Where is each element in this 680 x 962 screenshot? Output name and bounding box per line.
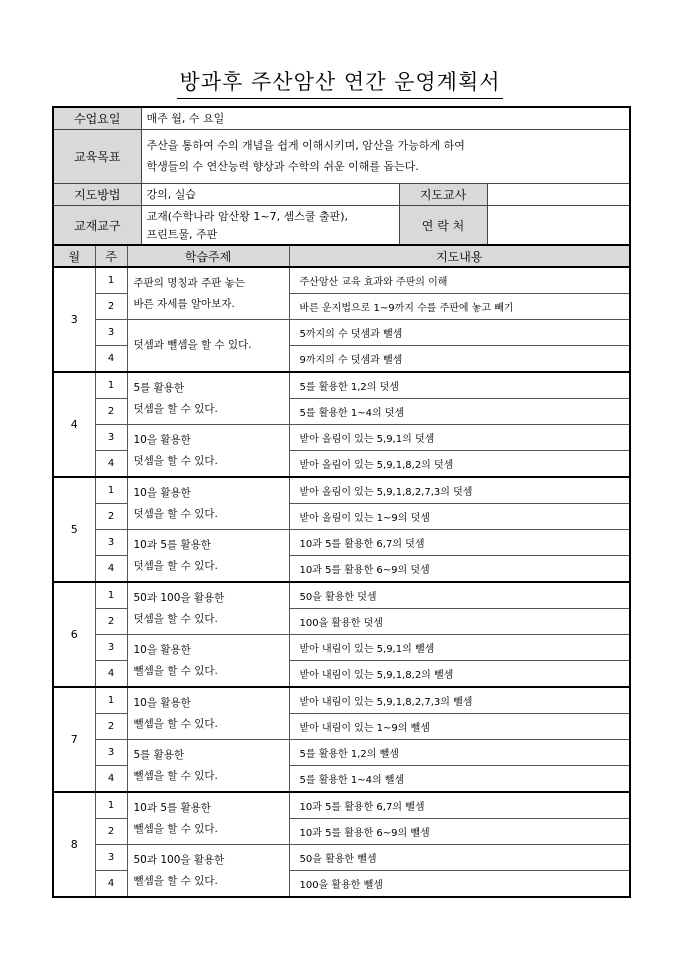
content-cell: 100을 활용한 덧셈 [289, 609, 630, 635]
topic-line-2: 뺄셈을 할 수 있다. [133, 769, 218, 782]
plan-table-body [53, 245, 630, 897]
week-cell: 2 [95, 294, 127, 320]
week-cell: 4 [95, 661, 127, 688]
month-cell: 6 [53, 582, 95, 687]
material-line-2: 프린트물, 주판 [146, 227, 218, 241]
week-cell: 3 [95, 845, 127, 871]
topic-cell [127, 477, 289, 530]
info-table [52, 106, 631, 248]
content-cell: 받아 올림이 있는 5,9,1,8,2의 덧셈 [289, 451, 630, 478]
info-row-day [53, 107, 630, 129]
plan-row [53, 320, 630, 346]
plan-row [53, 425, 630, 451]
week-cell: 4 [95, 871, 127, 898]
header-content: 지도내용 [289, 245, 630, 267]
topic-line-1: 덧셈과 뺄셈을 할 수 있다. [133, 339, 252, 351]
topic-cell [127, 320, 289, 373]
content-cell: 5를 활용한 1~4의 뺄셈 [289, 766, 630, 793]
document-title: 방과후 주산암산 연간 운영계획서 [177, 66, 502, 99]
method-label: 지도방법 [53, 183, 141, 205]
goal-line-1: 주산을 통하여 수의 개념을 쉽게 이해시키며, 암산을 가능하게 하여 [146, 139, 465, 152]
month-cell: 8 [53, 792, 95, 897]
week-cell: 3 [95, 320, 127, 346]
week-cell: 4 [95, 451, 127, 478]
topic-cell [127, 740, 289, 793]
month-cell: 4 [53, 372, 95, 477]
topic-line-1: 주판의 명칭과 주판 놓는 [133, 276, 245, 289]
content-cell: 받아 올림이 있는 1~9의 덧셈 [289, 504, 630, 530]
topic-cell [127, 635, 289, 688]
plan-row [53, 477, 630, 504]
teacher-value [487, 183, 630, 205]
topic-cell [127, 530, 289, 583]
content-cell: 받아 올림이 있는 5,9,1의 덧셈 [289, 425, 630, 451]
topic-line-2: 뺄셈을 할 수 있다. [133, 822, 218, 835]
info-row-goal [53, 129, 630, 183]
week-cell: 4 [95, 556, 127, 583]
week-cell: 1 [95, 792, 127, 819]
document-title-wrap [0, 66, 680, 99]
plan-row [53, 530, 630, 556]
plan-row [53, 372, 630, 399]
topic-line-1: 10을 활용한 [133, 486, 191, 499]
content-cell: 5까지의 수 덧셈과 뺄셈 [289, 320, 630, 346]
goal-label: 교육목표 [53, 129, 141, 183]
topic-line-1: 5를 활용한 [133, 381, 185, 394]
topic-line-1: 10과 5를 활용한 [133, 801, 211, 814]
topic-cell [127, 845, 289, 898]
content-cell: 주산암산 교육 효과와 주판의 이해 [289, 267, 630, 294]
topic-cell [127, 267, 289, 320]
topic-line-2: 덧셈을 할 수 있다. [133, 402, 218, 415]
week-cell: 2 [95, 399, 127, 425]
material-line-1: 교재(수학나라 암산왕 1~7, 셈스쿨 출판), [146, 209, 349, 223]
content-cell: 10과 5를 활용한 6~9의 덧셈 [289, 556, 630, 583]
content-cell: 5를 활용한 1,2의 덧셈 [289, 372, 630, 399]
week-cell: 1 [95, 372, 127, 399]
plan-row [53, 582, 630, 609]
teacher-label: 지도교사 [399, 183, 487, 205]
content-cell: 100을 활용한 뺄셈 [289, 871, 630, 898]
topic-line-1: 10을 활용한 [133, 643, 191, 656]
topic-cell [127, 425, 289, 478]
plan-row [53, 845, 630, 871]
content-cell: 받아 올림이 있는 5,9,1,8,2,7,3의 덧셈 [289, 477, 630, 504]
topic-line-2: 덧셈을 할 수 있다. [133, 507, 218, 520]
content-cell: 받아 내림이 있는 1~9의 뺄셈 [289, 714, 630, 740]
week-cell: 2 [95, 609, 127, 635]
header-month: 월 [53, 245, 95, 267]
content-cell: 9까지의 수 덧셈과 뺄셈 [289, 346, 630, 373]
plan-row [53, 267, 630, 294]
topic-cell [127, 372, 289, 425]
info-row-method [53, 183, 630, 205]
topic-line-2: 뺄셈을 할 수 있다. [133, 874, 218, 887]
plan-table [52, 244, 631, 898]
goal-line-2: 학생들의 수 연산능력 향상과 수학의 쉬운 이해를 돕는다. [146, 160, 419, 173]
info-row-material [53, 205, 630, 247]
content-cell: 받아 내림이 있는 5,9,1의 뺄셈 [289, 635, 630, 661]
plan-row [53, 740, 630, 766]
content-cell: 받아 내림이 있는 5,9,1,8,2,7,3의 뺄셈 [289, 687, 630, 714]
topic-line-1: 50과 100을 활용한 [133, 591, 225, 604]
week-cell: 3 [95, 635, 127, 661]
content-cell: 50을 활용한 뺄셈 [289, 845, 630, 871]
week-cell: 2 [95, 819, 127, 845]
topic-cell [127, 792, 289, 845]
method-value: 강의, 실습 [141, 183, 399, 205]
topic-line-1: 10을 활용한 [133, 696, 191, 709]
material-value [141, 205, 399, 247]
week-cell: 3 [95, 740, 127, 766]
topic-line-2: 뺄셈을 할 수 있다. [133, 717, 218, 730]
content-cell: 10과 5를 활용한 6~9의 뺄셈 [289, 819, 630, 845]
month-cell: 5 [53, 477, 95, 582]
week-cell: 1 [95, 477, 127, 504]
topic-line-1: 10과 5를 활용한 [133, 538, 211, 551]
day-value: 매주 월, 수 요일 [141, 107, 630, 129]
topic-line-2: 덧셈을 할 수 있다. [133, 612, 218, 625]
week-cell: 2 [95, 714, 127, 740]
month-cell: 7 [53, 687, 95, 792]
topic-line-2: 바른 자세를 알아보자. [133, 297, 235, 310]
content-cell: 받아 내림이 있는 5,9,1,8,2의 뺄셈 [289, 661, 630, 688]
day-label: 수업요일 [53, 107, 141, 129]
content-cell: 50을 활용한 덧셈 [289, 582, 630, 609]
content-cell: 5를 활용한 1~4의 덧셈 [289, 399, 630, 425]
topic-line-1: 50과 100을 활용한 [133, 853, 225, 866]
week-cell: 3 [95, 530, 127, 556]
plan-row [53, 635, 630, 661]
week-cell: 1 [95, 687, 127, 714]
week-cell: 4 [95, 346, 127, 373]
plan-row [53, 792, 630, 819]
week-cell: 1 [95, 582, 127, 609]
content-cell: 10과 5를 활용한 6,7의 뺄셈 [289, 792, 630, 819]
month-cell: 3 [53, 267, 95, 372]
plan-header-row [53, 245, 630, 267]
content-cell: 바른 운지법으로 1~9까지 수를 주판에 놓고 빼기 [289, 294, 630, 320]
contact-label: 연 락 처 [399, 205, 487, 247]
topic-line-2: 뺄셈을 할 수 있다. [133, 664, 218, 677]
content-cell: 10과 5를 활용한 6,7의 덧셈 [289, 530, 630, 556]
week-cell: 1 [95, 267, 127, 294]
header-topic: 학습주제 [127, 245, 289, 267]
content-cell: 5를 활용한 1,2의 뺄셈 [289, 740, 630, 766]
topic-cell [127, 582, 289, 635]
material-label: 교재교구 [53, 205, 141, 247]
contact-value [487, 205, 630, 247]
topic-cell [127, 687, 289, 740]
week-cell: 4 [95, 766, 127, 793]
week-cell: 2 [95, 504, 127, 530]
topic-line-2: 덧셈을 할 수 있다. [133, 454, 218, 467]
topic-line-1: 5를 활용한 [133, 748, 185, 761]
header-week: 주 [95, 245, 127, 267]
week-cell: 3 [95, 425, 127, 451]
plan-row [53, 687, 630, 714]
topic-line-2: 덧셈을 할 수 있다. [133, 559, 218, 572]
goal-value [141, 129, 630, 183]
topic-line-1: 10을 활용한 [133, 433, 191, 446]
